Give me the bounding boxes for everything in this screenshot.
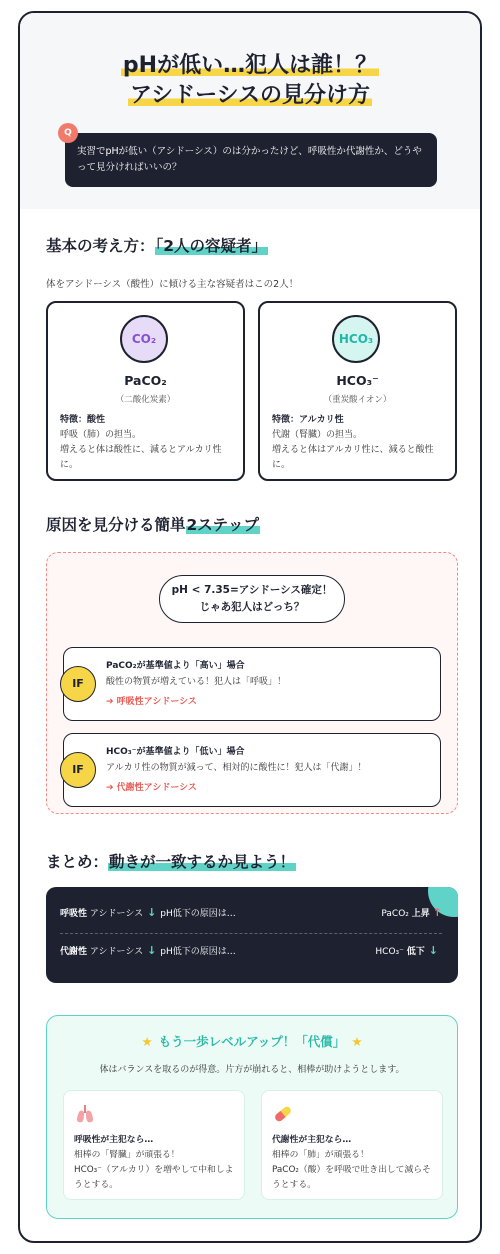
page-title [20,51,480,111]
case-explanation: アルカリ性の物質が減って、相対的に酸性に！犯人は「代謝」！ [106,763,367,773]
compensation-card-metabolic: 代謝性が主犯なら… 相棒の「肺」が頑張る！ PaCO₂（酸）を呼吸で吐き出して減らそうとする。 [261,1090,443,1200]
level-up-title: ★ もう一歩レベルアップ！「代償」 ★ [141,1034,363,1049]
level-up-subtitle: 体はバランスを取るのが得意。片方が崩れると、相棒が助けようとします。 [99,1065,405,1075]
question-box: 実習でpHが低い（アシドーシス）のは分かったけど、呼吸性か代謝性か、どうやって見分ければいいの？ [65,133,437,187]
hero-section [20,13,480,209]
suspect-name: PaCO₂ [124,373,167,388]
question-icon: Q [58,123,78,143]
arrow-down-icon: ↓ [147,944,157,957]
arrow-down-icon: ↓ [147,906,157,919]
lungs-icon [74,1103,96,1125]
star-icon: ★ [141,1034,153,1049]
steps-panel [46,552,458,814]
section-heading-steps: 原因を見分ける簡単2ステップ [46,516,259,534]
star-icon: ★ [351,1034,363,1049]
ph-condition-pill: pH < 7.35=アシドーシス確定！ じゃあ犯人はどっち？ [159,575,345,623]
if-case-metabolic [63,733,441,807]
co2-badge: CO₂ [120,315,168,363]
case-condition: HCO₃⁻が基準値より「低い」場合 [106,747,245,757]
suspect-card-hco3 [258,301,457,481]
level-up-panel [46,1015,458,1219]
infographic-frame [18,11,482,1243]
if-badge: IF [60,666,96,702]
card-title: 代謝性が主犯なら… [272,1135,352,1145]
title-line-1: pHが低い…犯人は誰！？ [122,53,378,78]
card-title: 呼吸性が主犯なら… [74,1135,154,1145]
if-case-respiratory [63,647,441,721]
suspect-description: 特徴：アルカリ性 代謝（腎臓）の担当。 増えると体はアルカリ性に、減ると酸性に。 [272,415,434,470]
summary-panel [46,887,458,983]
arrow-down-icon: ↓ [428,944,438,957]
suspect-card-paco2 [46,301,245,481]
capsule-icon [272,1103,294,1125]
if-badge: IF [60,752,96,788]
section-heading-basics: 基本の考え方：「2人の容疑者」 [46,237,268,255]
suspect-name: HCO₃⁻ [336,373,379,388]
case-result: ➔ 代謝性アシドーシス [106,783,197,793]
arrow-up-icon: ↑ [432,906,442,919]
suspect-subtitle: （二酸化炭素） [115,395,176,405]
case-result: ➔ 呼吸性アシドーシス [106,697,197,707]
summary-row-respiratory: 呼吸性 アシドーシス ↓ pH低下の原因は… PaCO₂ 上昇 ↑ [60,906,442,919]
section-intro: 体をアシドーシス（酸性）に傾ける主な容疑者はこの2人！ [46,279,299,290]
compensation-card-respiratory: 呼吸性が主犯なら… 相棒の「腎臓」が頑張る！ HCO₃⁻（アルカリ）を増やして中和しようとする。 [63,1090,245,1200]
section-heading-summary: まとめ：動きが一致するか見よう！ [46,853,296,871]
suspect-subtitle: （重炭酸イオン） [323,395,392,405]
hco3-badge: HCO₃ [332,315,380,363]
case-condition: PaCO₂が基準値より「高い」場合 [106,661,245,671]
title-line-2: アシドーシスの見分け方 [129,83,371,108]
suspect-description: 特徴：酸性 呼吸（肺）の担当。 増えると体は酸性に、減るとアルカリ性に。 [60,415,222,470]
summary-row-metabolic: 代謝性 アシドーシス ↓ pH低下の原因は… HCO₃⁻ 低下 ↓ [60,944,438,957]
case-explanation: 酸性の物質が増えている！犯人は「呼吸」！ [106,677,287,687]
row-divider [60,933,442,934]
